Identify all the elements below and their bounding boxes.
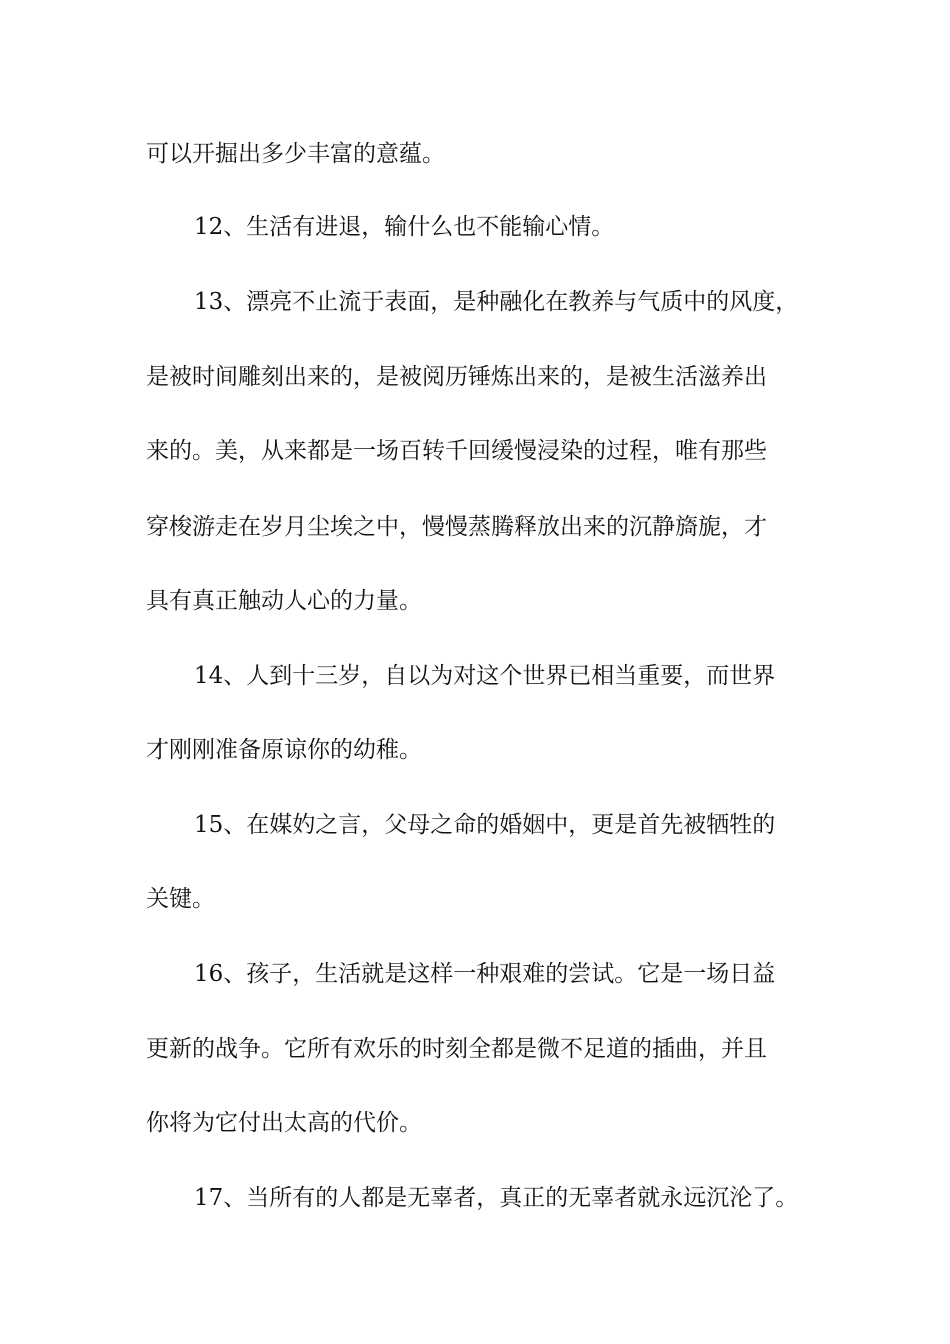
quote-14-line-2: 才刚刚准备原谅你的幼稚。 [146,737,422,763]
quote-13-line-5: 具有真正触动人心的力量。 [146,588,422,614]
quote-16-line-3: 你将为它付出太高的代价。 [146,1110,422,1136]
quote-13-line-2: 是被时间雕刻出来的，是被阅历锤炼出来的，是被生活滋养出 [146,364,767,390]
quote-13-line-3: 来的。美，从来都是一场百转千回缓慢浸染的过程，唯有那些 [146,438,767,464]
quote-14-line-1: 14、人到十三岁，自以为对这个世界已相当重要，而世界 [194,663,776,689]
quote-12-line-1: 12、生活有进退，输什么也不能输心情。 [194,214,615,240]
quote-16-line-2: 更新的战争。它所有欢乐的时刻全都是微不足道的插曲，并且 [146,1036,767,1062]
quote-17-line-1: 17、当所有的人都是无辜者，真正的无辜者就永远沉沦了。 [194,1185,799,1211]
quote-13-line-1: 13、漂亮不止流于表面，是种融化在教养与气质中的风度， [194,289,799,315]
text-line-continuation: 可以开掘出多少丰富的意蕴。 [146,141,445,167]
quote-13-line-4: 穿梭游走在岁月尘埃之中，慢慢蒸腾释放出来的沉静旖旎，才 [146,514,767,540]
quote-16-line-1: 16、孩子，生活就是这样一种艰难的尝试。它是一场日益 [194,961,776,987]
quote-15-line-1: 15、在媒妁之言，父母之命的婚姻中，更是首先被牺牲的 [194,812,776,838]
quote-15-line-2: 关键。 [146,886,215,912]
